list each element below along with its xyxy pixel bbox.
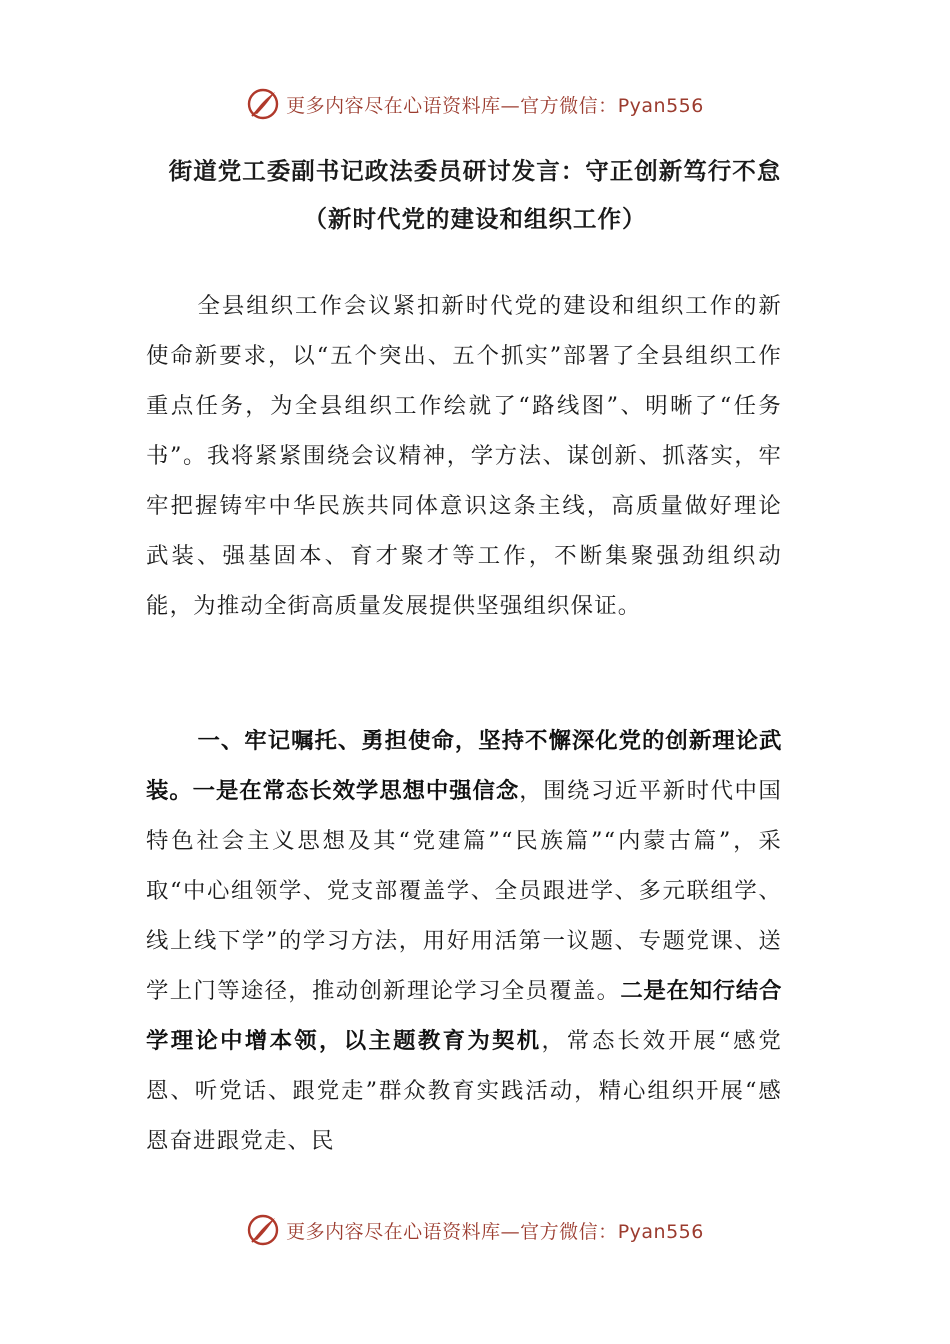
header-banner	[0, 84, 950, 124]
point-2-heading: 二是在知行结合学理论中增本领，以主题教育为契机	[146, 978, 782, 1054]
banner-text: 更多内容尽在心语资料库—官方微信：Pyan556	[286, 1220, 704, 1243]
quill-pen-logo-icon	[246, 87, 280, 121]
section-1-heading: 一、牢记嘱托、勇担使命，坚持不懈深化党的创新理论武装。	[146, 728, 782, 804]
section-1-paragraph	[146, 716, 782, 1166]
intro-paragraph: 全县组织工作会议紧扣新时代党的建设和组织工作的新使命新要求，以“五个突出、五个抓实”部署了全县组织工作重点任务，为全县组织工作绘就了“路线图”、明晰了“任务书”。我将紧紧围绕会议精神，学方法、谋创新、抓落实，牢牢把握铸牢中华民族共同体意识这条主线，高质量做好理论武装、强基固本、育才聚才等工作，不断集聚强劲组织动能，为推动全街高质量发展提供坚强组织保证。	[146, 293, 782, 619]
document-subtitle: （新时代党的建设和组织工作）	[303, 205, 647, 233]
point-1-heading: 一是在常态长效学思想中强信念	[192, 778, 520, 804]
point-2-text: ，常态长效开展“感党恩、听党话、跟党走”群众教育实践活动，精心组织开展“感恩奋进跟党走、民	[146, 1028, 782, 1154]
banner-text: 更多内容尽在心语资料库—官方微信：Pyan556	[286, 94, 704, 117]
document-title: 街道党工委副书记政法委员研讨发言：守正创新笃行不怠	[168, 157, 782, 185]
footer-banner	[0, 1210, 950, 1250]
quill-pen-logo-icon	[246, 1213, 280, 1247]
point-1-text: ，围绕习近平新时代中国特色社会主义思想及其“党建篇”“民族篇”“内蒙古篇”，采取“中心组领学、党支部覆盖学、全员跟进学、多元联组学、线上线下学”的学习方法，用好用活第一议题、专题党课、送学上门等途径，推动创新理论学习全员覆盖。	[146, 778, 783, 1004]
